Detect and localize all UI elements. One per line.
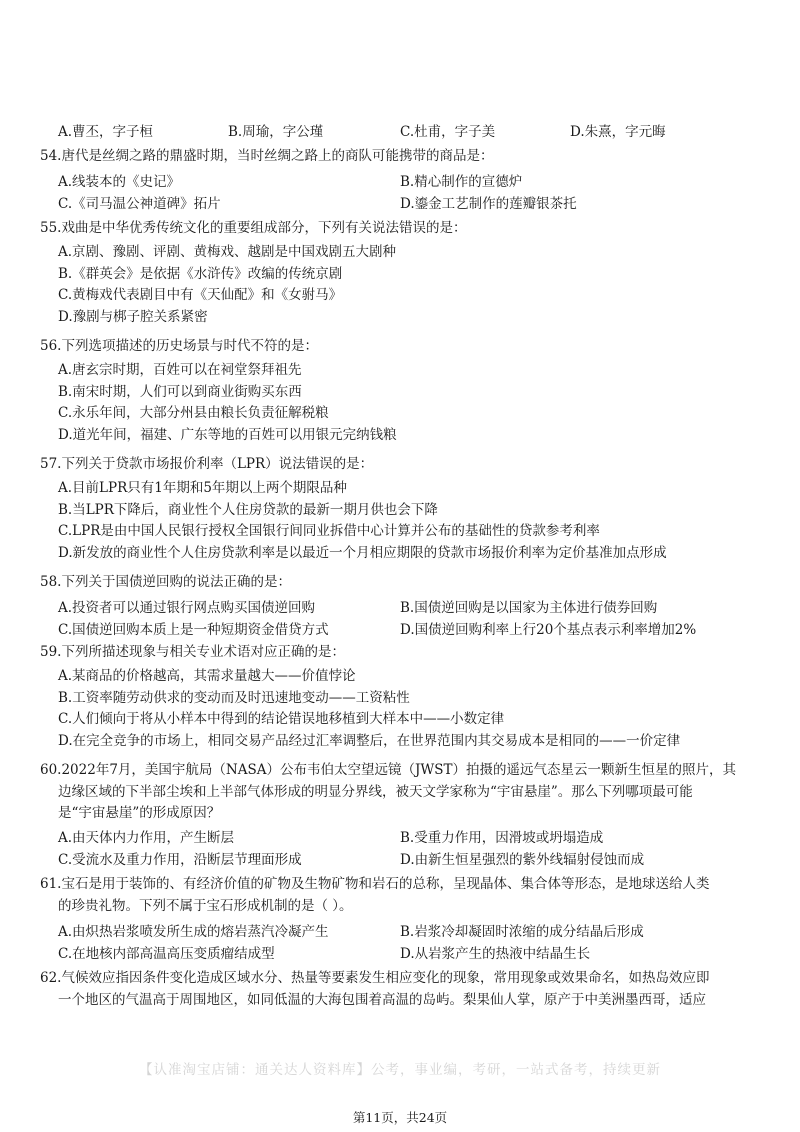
q61-stem-line-1: 61.宝石是用于装饰的、有经济价值的矿物及生物矿物和岩石的总称，呈现晶体、集合体等形态，是地球送给人类 <box>40 876 710 892</box>
q56-option-c: C.永乐年间，大部分州县由粮长负责征解税粮 <box>58 405 329 421</box>
q60-option-d: D.由新生恒星强烈的紫外线辐射侵蚀而成 <box>400 852 645 868</box>
q58-option-a: A.投资者可以通过银行网点购买国债逆回购 <box>58 600 316 616</box>
q61-option-d: D.从岩浆产生的热液中结晶生长 <box>400 946 591 962</box>
question-60 <box>40 760 750 825</box>
watermark-text: 【认准淘宝店铺：通关达人资料库】公考，事业编，考研，一站式备考，持续更新 <box>139 1062 661 1078</box>
q59-option-a: A.某商品的价格越高，其需求量越大——价值悖论 <box>58 668 356 684</box>
q54-stem: 54.唐代是丝绸之路的鼎盛时期，当时丝绸之路上的商队可能携带的商品是： <box>40 148 494 164</box>
q61-option-b: B.岩浆冷却凝固时浓缩的成分结晶后形成 <box>400 924 644 940</box>
question-62 <box>40 968 750 1011</box>
q59-stem: 59.下列所描述现象与相关专业术语对应正确的是： <box>40 644 345 660</box>
question-61 <box>40 874 750 917</box>
q57-option-d: D.新发放的商业性个人住房贷款利率是以最近一个月相应期限的贷款市场报价利率为定价基准加点形成 <box>58 544 667 561</box>
q60-options <box>58 826 748 870</box>
page-number: 第11页，共24页 <box>352 1110 448 1125</box>
q58-stem: 58.下列关于国债逆回购的说法正确的是： <box>40 574 291 590</box>
q56-options <box>58 360 748 446</box>
q60-stem-line-1: 60.2022年7月，美国宇航局（NASA）公布韦伯太空望远镜（JWST）拍摄的遥远气态星云一颗新生恒星的照片，其 <box>40 762 737 778</box>
question-54 <box>40 146 750 168</box>
q54-option-a: A.线装本的《史记》 <box>58 174 181 190</box>
question-57 <box>40 454 750 476</box>
q60-stem-line-2: 边缘区域的下半部尘埃和上半部气体形成的明显分界线，被天文学家称为“宇宙悬崖”。那么下列哪项最可能 <box>58 783 693 800</box>
q57-options <box>58 478 748 564</box>
q61-option-c: C.在地核内部高温高压变质瘤结成型 <box>58 946 275 962</box>
q55-option-a: A.京剧、豫剧、评剧、黄梅戏、越剧是中国戏剧五大剧种 <box>58 244 397 260</box>
q60-option-b: B.受重力作用，因滑坡或坍塌造成 <box>400 830 604 846</box>
q53-option-a: A.曹丕，字子桓 <box>58 124 154 140</box>
question-59 <box>40 642 750 664</box>
q53-option-b: B.周瑜，字公瑾 <box>228 124 324 140</box>
q59-option-c: C.人们倾向于将从小样本中得到的结论错误地移植到大样本中——小数定律 <box>58 711 505 727</box>
q57-option-b: B.当LPR下降后，商业性个人住房贷款的最新一期月供也会下降 <box>58 501 438 518</box>
q53-options <box>58 120 748 142</box>
q55-option-c: C.黄梅戏代表剧目中有《天仙配》和《女驸马》 <box>58 287 343 303</box>
q58-option-c: C.国债逆回购本质上是一种短期资金借贷方式 <box>58 622 329 638</box>
q61-stem-line-2: 的珍贵礼物。下列不属于宝石形成机制的是（ ）。 <box>58 897 353 914</box>
q60-stem-line-3: 是“宇宙悬崖”的形成原因？ <box>58 805 221 821</box>
q54-option-b: B.精心制作的宣德炉 <box>400 174 523 190</box>
q56-option-d: D.道光年间，福建、广东等地的百姓可以用银元完纳钱粮 <box>58 426 397 443</box>
q56-option-b: B.南宋时期，人们可以到商业街购买东西 <box>58 383 302 400</box>
q57-stem: 57.下列关于贷款市场报价利率（LPR）说法错误的是： <box>40 456 374 472</box>
q59-option-b: B.工资率随劳动供求的变动而及时迅速地变动——工资粘性 <box>58 689 410 706</box>
q62-stem-line-2: 一个地区的气温高于周围地区，如同低温的大海包围着高温的岛屿。梨果仙人掌，原产于中美洲墨西哥，适应 <box>58 991 706 1008</box>
q56-option-a: A.唐玄宗时期，百姓可以在祠堂祭拜祖先 <box>58 362 302 378</box>
q54-option-c: C.《司马温公神道碑》拓片 <box>58 196 221 212</box>
q55-stem: 55.戏曲是中华优秀传统文化的重要组成部分，下列有关说法错误的是： <box>40 220 467 236</box>
q54-options <box>58 170 748 214</box>
question-56 <box>40 336 750 358</box>
q60-option-a: A.由天体内力作用，产生断层 <box>58 830 235 846</box>
q54-option-d: D.鎏金工艺制作的莲瓣银茶托 <box>400 196 577 212</box>
question-55 <box>40 218 750 240</box>
q62-stem-line-1: 62.气候效应指因条件变化造成区域水分、热量等要素发生相应变化的现象，常用现象或效果命名，如热岛效应即 <box>40 970 710 986</box>
q58-options <box>58 596 748 640</box>
q58-option-b: B.国债逆回购是以国家为主体进行债券回购 <box>400 600 658 616</box>
q61-options <box>58 920 748 964</box>
q59-option-d: D.在完全竞争的市场上，相同交易产品经过汇率调整后，在世界范围内其交易成本是相同的——一价定律 <box>58 732 681 749</box>
question-58 <box>40 572 750 594</box>
q55-option-d: D.豫剧与梆子腔关系紧密 <box>58 308 208 325</box>
q58-option-d: D.国债逆回购利率上行20个基点表示利率增加2% <box>400 622 697 638</box>
q53-option-d: D.朱熹，字元晦 <box>570 124 666 140</box>
q55-option-b: B.《群英会》是依据《水浒传》改编的传统京剧 <box>58 265 343 282</box>
q60-option-c: C.受流水及重力作用，沿断层节理面形成 <box>58 852 302 868</box>
q57-option-c: C.LPR是由中国人民银行授权全国银行间同业拆借中心计算并公布的基础性的贷款参考利率 <box>58 523 600 539</box>
q57-option-a: A.目前LPR只有1年期和5年期以上两个期限品种 <box>58 480 347 496</box>
q61-option-a: A.由炽热岩浆喷发所生成的熔岩蒸汽冷凝产生 <box>58 924 329 940</box>
q53-option-c: C.杜甫，字子美 <box>400 124 496 140</box>
q59-options <box>58 666 748 752</box>
q55-options <box>58 242 748 328</box>
q56-stem: 56.下列选项描述的历史场景与时代不符的是： <box>40 338 318 354</box>
